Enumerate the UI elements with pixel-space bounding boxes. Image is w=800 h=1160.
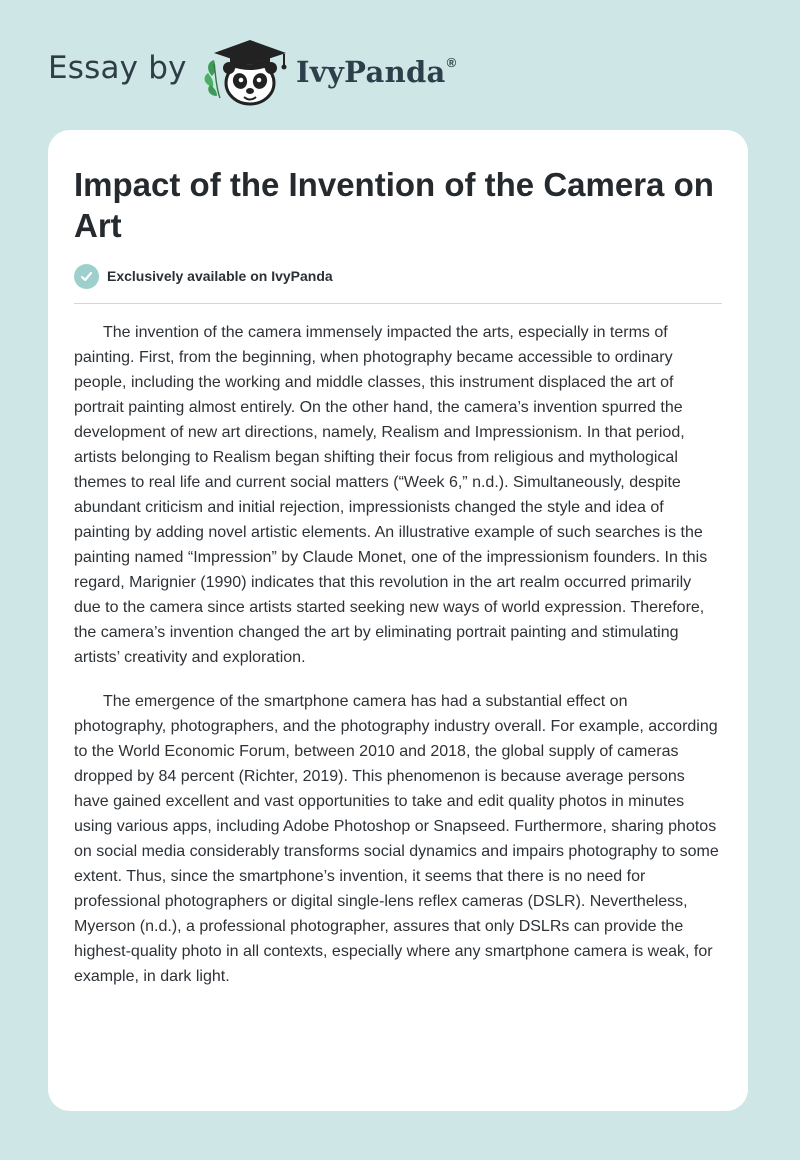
site-header: [0, 0, 800, 130]
panda-graduation-cap-icon[interactable]: [200, 36, 292, 108]
divider: [74, 303, 722, 304]
brand-text: IvyPanda: [296, 55, 446, 89]
article-body: [74, 320, 722, 1008]
essay-by-text: Essay by: [48, 50, 187, 86]
ivy-leaf-icon: [205, 60, 220, 98]
brand-name[interactable]: [296, 55, 457, 89]
registered-mark: ®: [446, 55, 457, 70]
paragraph: The emergence of the smartphone camera has had a substantial effect on photography, photographers, and the photography industry overall. For example, according to the World Economic Forum, between 2010 and 2018, the global supply of cameras dropped by 84 percent (Richter, 2019). This phenomenon is because average persons have gained excellent and vast opportunities to take and edit quality photos in minutes using various apps, including Adobe Photoshop or Snapseed. Furthermore, sharing photos on social media considerably transforms social dynamics and impairs photography to some extent. Thus, since the smartphone’s invention, it seems that there is no need for professional photographers or digital single-lens reflex cameras (DSLR). Nevertheless, Myerson (n.d.), a professional photographer, assures that only DSLRs can provide the highest-quality photo in all contexts, especially where any smartphone camera is weak, for example, in dark light.: [74, 693, 719, 985]
check-circle-icon: [74, 264, 99, 289]
paragraph: The invention of the camera immensely impacted the arts, especially in terms of painting. First, from the beginning, when photography became accessible to ordinary people, including the working and middle classes, this instrument displaced the art of portrait painting almost entirely. On the other hand, the camera’s invention spurred the development of new art directions, namely, Realism and Impressionism. In that period, artists belonging to Realism began shifting their focus from religious and mythological themes to real life and current social matters (“Week 6,” n.d.). Simultaneously, despite abundant criticism and initial rejection, impressionists changed the style and idea of painting by adding novel artistic elements. An illustrative example of such searches is the painting named “Impression” by Claude Monet, one of the impressionism founders. In this regard, Marignier (1990) indicates that this revolution in the art realm occurred primarily due to the camera since artists started seeking new ways of world expression. Therefore, the camera’s invention changed the art by eliminating portrait painting and stimulating artists’ creativity and exploration.: [74, 324, 708, 666]
article-title: Impact of the Invention of the Camera on Art: [74, 166, 714, 244]
exclusive-badge: [74, 263, 333, 289]
badge-label: Exclusively available on IvyPanda: [107, 268, 333, 284]
article-card: [48, 130, 748, 1111]
